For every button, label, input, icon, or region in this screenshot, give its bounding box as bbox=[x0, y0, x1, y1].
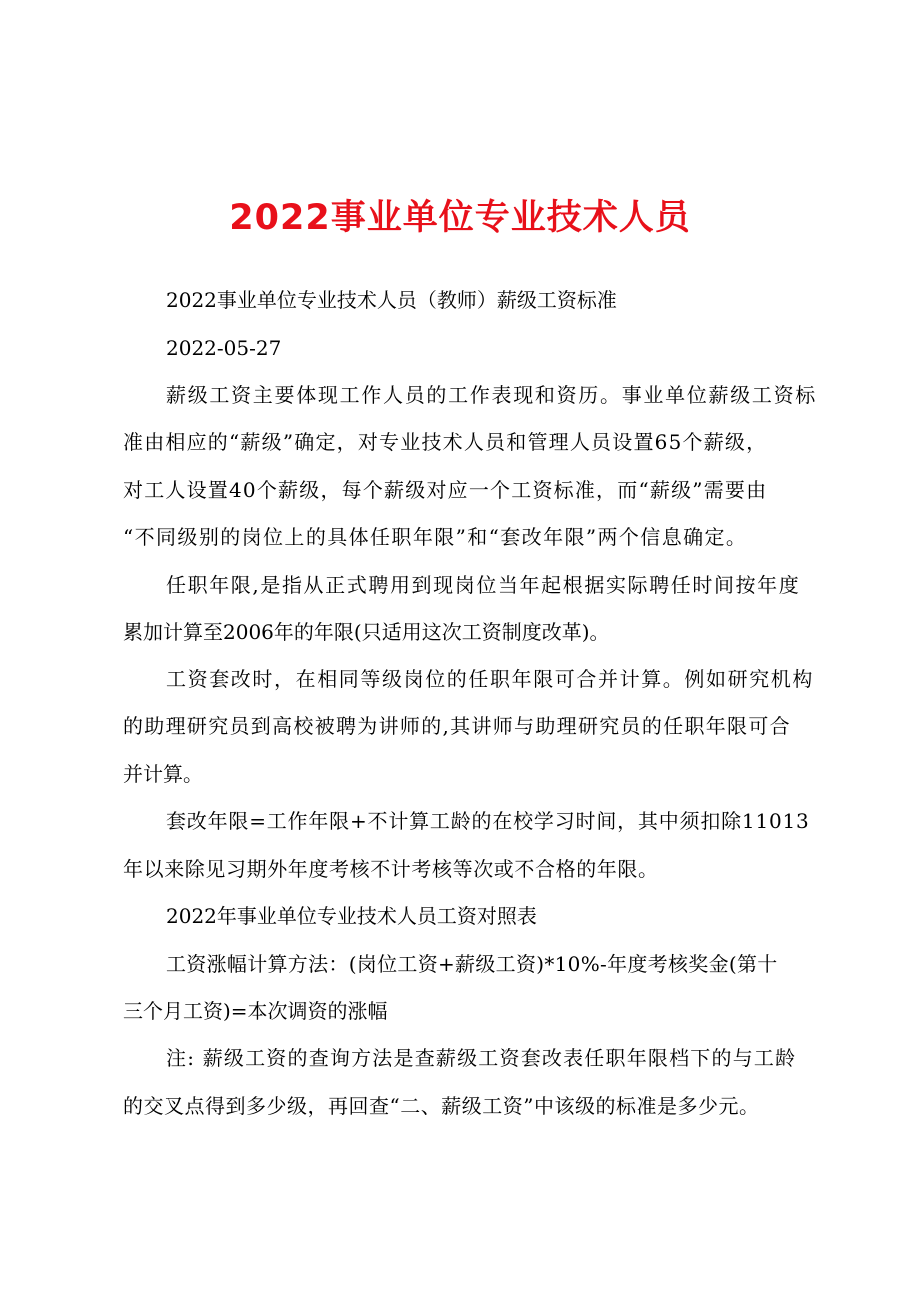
paragraph-line: 累加计算至2006年的年限(只适用这次工资制度改革)。 bbox=[123, 620, 610, 644]
paragraph-line: “不同级别的岗位上的具体任职年限”和“套改年限”两个信息确定。 bbox=[123, 525, 748, 549]
paragraph-line: 薪级工资主要体现工作人员的工作表现和资历。事业单位薪级工资标 bbox=[166, 383, 817, 407]
paragraph-line: 并计算。 bbox=[123, 762, 203, 786]
paragraph-line: 对工人设置40个薪级，每个薪级对应一个工资标准，而“薪级”需要由 bbox=[123, 478, 768, 502]
paragraph-line: 工资套改时，在相同等级岗位的任职年限可合并计算。例如研究机构 bbox=[166, 667, 814, 691]
paragraph-line: 工资涨幅计算方法：(岗位工资+薪级工资)*10%-年度考核奖金(第十 bbox=[166, 952, 778, 976]
table-caption: 2022年事业单位专业技术人员工资对照表 bbox=[166, 904, 537, 928]
document-subtitle: 2022事业单位专业技术人员（教师）薪级工资标准 bbox=[166, 288, 617, 312]
document-date: 2022-05-27 bbox=[166, 336, 282, 360]
paragraph-line: 任职年限,是指从正式聘用到现岗位当年起根据实际聘任时间按年度 bbox=[166, 573, 801, 597]
note-line: 的交叉点得到多少级，再回查“二、薪级工资”中该级的标准是多少元。 bbox=[123, 1094, 760, 1118]
note-line: 注: 薪级工资的查询方法是查薪级工资套改表任职年限档下的与工龄 bbox=[166, 1046, 797, 1070]
paragraph-line: 的助理研究员到高校被聘为讲师的,其讲师与助理研究员的任职年限可合 bbox=[123, 714, 791, 738]
paragraph-line: 三个月工资)=本次调资的涨幅 bbox=[123, 999, 388, 1023]
paragraph-line: 年以来除见习期外年度考核不计考核等次或不合格的年限。 bbox=[123, 857, 659, 881]
paragraph-line: 套改年限=工作年限+不计算工龄的在校学习时间，其中须扣除11013 bbox=[166, 809, 810, 833]
document-title: 2022事业单位专业技术人员 bbox=[229, 198, 691, 238]
paragraph-line: 准由相应的“薪级”确定，对专业技术人员和管理人员设置65个薪级， bbox=[123, 430, 768, 454]
